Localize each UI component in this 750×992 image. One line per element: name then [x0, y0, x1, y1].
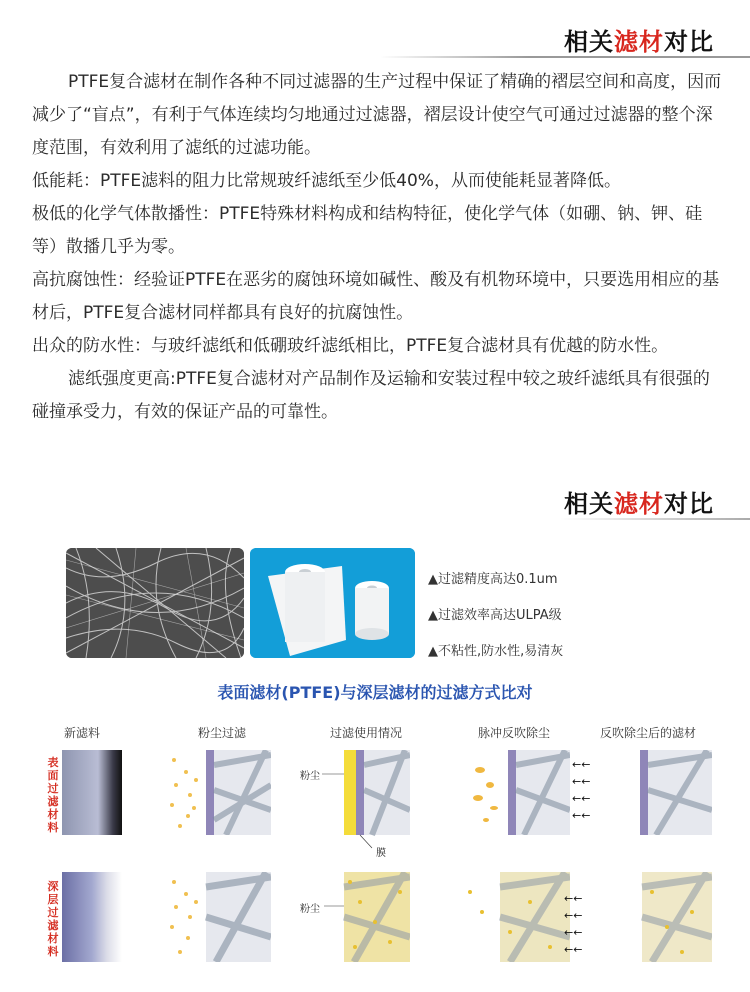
surface-usage — [300, 750, 410, 855]
col-head-after: 反吹除尘后的滤材 — [600, 726, 697, 740]
surface-pulse-cleaning — [460, 750, 570, 835]
depth-usage — [300, 872, 410, 962]
depth-after-cleaning — [622, 872, 712, 962]
section-title-2: 相关滤材对比 — [564, 489, 714, 518]
feature-precision: ▲过滤精度高达0.1um — [428, 572, 558, 587]
paragraph-strength: 滤纸强度更高:PTFE复合滤材对产品制作及运输和安装过程中较之玻纤滤纸具有很强的碰撞承受力，有效的保证产品的可靠性。 — [32, 369, 710, 422]
title-divider-1 — [380, 56, 750, 58]
feature-list — [428, 562, 563, 670]
surface-dust-filtration — [166, 750, 271, 835]
paragraph-intro: PTFE复合滤材在制作各种不同过滤器的生产过程中保证了精确的褶层空间和高度，因而减少了“盲点”，有利于气体连续均匀地通过过滤器，褶层设计使空气可通过过滤器的整个深度范围，有效利用了滤纸的过滤功能。 — [32, 72, 722, 158]
depth-dust-filtration — [166, 872, 271, 962]
depth-pulse-cleaning — [460, 872, 570, 962]
col-head-pulse: 脉冲反吹除尘 — [478, 726, 551, 740]
label-dust-depth: 粉尘 — [300, 904, 320, 915]
label-dust: 粉尘 — [300, 771, 320, 782]
description-body — [32, 66, 722, 429]
filter-rolls-image — [250, 548, 415, 658]
pulse-arrows-row1: ←← ←← ←← ←← — [572, 758, 591, 822]
row-label-surface: 表面过滤材料 — [47, 756, 59, 834]
comparison-title: 表面滤材(PTFE)与深层滤材的过滤方式比对 — [217, 683, 533, 702]
title-divider-2 — [560, 518, 750, 520]
col-head-usage: 过滤使用情况 — [330, 726, 403, 740]
paragraph-corrosion: 高抗腐蚀性：经验证PTFE在恶劣的腐蚀环境如碱性、酸及有机物环境中，只要选用相应的基材后，PTFE复合滤材同样都具有良好的抗腐蚀性。 — [32, 270, 720, 323]
label-membrane: 膜 — [376, 848, 386, 859]
surface-new-material — [62, 750, 122, 835]
paragraph-low-energy: 低能耗：PTFE滤料的阻力比常规玻纤滤纸至少低40%，从而使能耗显著降低。 — [32, 171, 621, 191]
fiber-micrograph-image — [66, 548, 244, 658]
pulse-arrows-row2: ←← ←← ←← ←← — [564, 892, 583, 956]
row-label-depth: 深层过滤材料 — [47, 880, 59, 958]
paragraph-chemical: 极低的化学气体散播性：PTFE特殊材料构成和结构特征，使化学气体（如硼、钠、钾、硅等）散播几乎为零。 — [32, 204, 703, 257]
col-head-new: 新滤料 — [64, 726, 101, 740]
col-head-dust: 粉尘过滤 — [198, 726, 247, 740]
paragraph-waterproof: 出众的防水性：与玻纤滤纸和低硼玻纤滤纸相比，PTFE复合滤材具有优越的防水性。 — [32, 336, 669, 356]
depth-new-material — [62, 872, 122, 962]
surface-after-cleaning — [622, 750, 712, 835]
section-title-1: 相关滤材对比 — [564, 27, 714, 56]
feature-efficiency: ▲过滤效率高达ULPA级 — [428, 608, 562, 623]
feature-nonstick: ▲不粘性,防水性,易清灰 — [428, 644, 564, 659]
